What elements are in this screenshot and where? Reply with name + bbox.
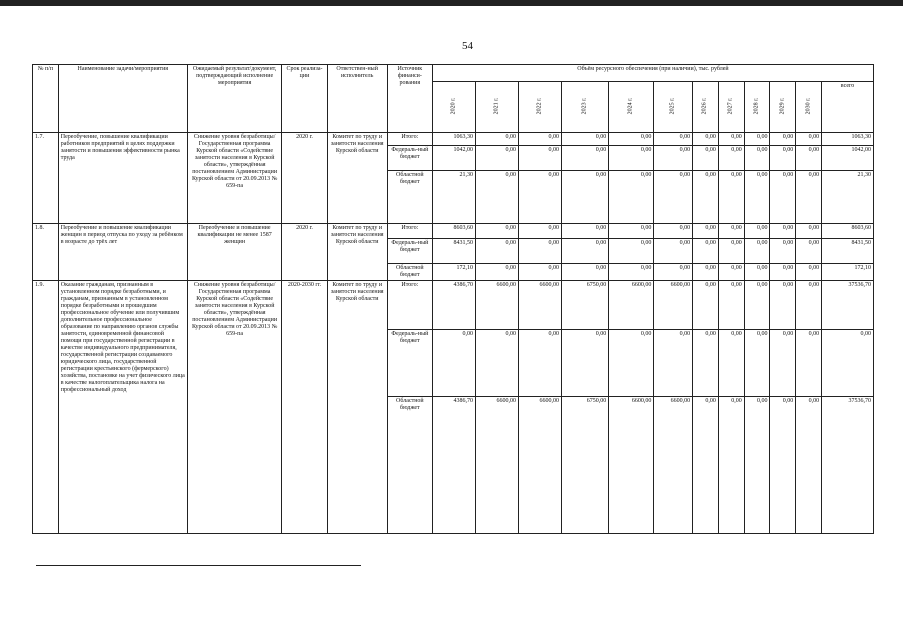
value-cell: 0,00 xyxy=(770,330,796,397)
header-year: 2026 г. xyxy=(693,82,719,133)
header-task: Наименование задачи/мероприятия xyxy=(58,65,187,133)
row-result: Снижение уровня безработицы/Государственная программа Курской области «Содействие занятости населения в Курской области», утверждённая постановлением Администрации Курской области от 20.09.2013 № 659-па xyxy=(187,133,282,224)
source-name: Федераль-ный бюджет xyxy=(387,146,432,171)
value-cell: 0,00 xyxy=(693,133,719,146)
value-cell: 0,00 xyxy=(609,330,654,397)
header-year: 2029 г. xyxy=(770,82,796,133)
total-cell: 1063,30 xyxy=(822,133,874,146)
header-year: 2030 г. xyxy=(796,82,822,133)
value-cell: 0,00 xyxy=(693,281,719,330)
header-year: 2028 г. xyxy=(744,82,770,133)
value-cell: 6600,00 xyxy=(518,397,561,534)
value-cell: 0,00 xyxy=(718,171,744,224)
value-cell: 0,00 xyxy=(693,397,719,534)
row-result: Переобучение и повышение квалификации не менее 1587 женщин xyxy=(187,224,282,281)
value-cell: 0,00 xyxy=(796,397,822,534)
source-name: Областной бюджет xyxy=(387,397,432,534)
value-cell: 6600,00 xyxy=(518,281,561,330)
value-cell: 0,00 xyxy=(744,397,770,534)
value-cell: 4386,70 xyxy=(432,397,475,534)
value-cell: 0,00 xyxy=(654,330,693,397)
source-name: Федераль-ный бюджет xyxy=(387,330,432,397)
row-num: 1.7. xyxy=(33,133,59,224)
total-cell: 8603,60 xyxy=(822,224,874,239)
total-cell: 1042,00 xyxy=(822,146,874,171)
header-num: № п/п xyxy=(33,65,59,133)
header-executor: Ответствен-ный исполнитель xyxy=(327,65,387,133)
row-num: 1.9. xyxy=(33,281,59,534)
value-cell: 0,00 xyxy=(796,171,822,224)
value-cell: 6600,00 xyxy=(475,281,518,330)
value-cell: 0,00 xyxy=(561,146,608,171)
resource-table xyxy=(32,64,874,534)
value-cell: 0,00 xyxy=(693,239,719,264)
value-cell: 0,00 xyxy=(475,171,518,224)
value-cell: 0,00 xyxy=(609,239,654,264)
value-cell: 0,00 xyxy=(796,146,822,171)
value-cell: 0,00 xyxy=(693,171,719,224)
value-cell: 0,00 xyxy=(744,146,770,171)
value-cell: 0,00 xyxy=(770,133,796,146)
value-cell: 0,00 xyxy=(770,146,796,171)
value-cell: 0,00 xyxy=(718,264,744,281)
value-cell: 0,00 xyxy=(770,239,796,264)
source-name: Федераль-ный бюджет xyxy=(387,239,432,264)
value-cell: 0,00 xyxy=(609,171,654,224)
value-cell: 6600,00 xyxy=(609,281,654,330)
row-result: Снижение уровня безработицы/Государственная программа Курской области «Содействие занятости населения в Курской области», утверждённая постановлением Администрации Курской области от 20.09.2013 № 659-па xyxy=(187,281,282,534)
table-row xyxy=(33,281,874,330)
row-num: 1.8. xyxy=(33,224,59,281)
row-task: Переобучение и повышение квалификации женщин в период отпуска по уходу за ребёнком в возрасте до трёх лет xyxy=(58,224,187,281)
header-year: 2022 г. xyxy=(518,82,561,133)
row-executor: Комитет по труду и занятости населения Курской области xyxy=(327,224,387,281)
value-cell: 0,00 xyxy=(654,133,693,146)
total-cell: 21,30 xyxy=(822,171,874,224)
value-cell: 0,00 xyxy=(796,264,822,281)
header-year: 2027 г. xyxy=(718,82,744,133)
value-cell: 0,00 xyxy=(654,171,693,224)
source-name: Итого: xyxy=(387,281,432,330)
header-year: 2025 г. xyxy=(654,82,693,133)
value-cell: 0,00 xyxy=(518,133,561,146)
value-cell: 0,00 xyxy=(561,133,608,146)
value-cell: 0,00 xyxy=(475,239,518,264)
table-row xyxy=(33,224,874,239)
row-task: Переобучение, повышение квалификации работников предприятий в целях поддержки занятости и повышения эффективности рынка труда xyxy=(58,133,187,224)
value-cell: 0,00 xyxy=(475,146,518,171)
value-cell: 0,00 xyxy=(609,264,654,281)
page-number: 54 xyxy=(462,40,473,52)
value-cell: 0,00 xyxy=(796,224,822,239)
value-cell: 0,00 xyxy=(561,239,608,264)
header-year: 2020 г. xyxy=(432,82,475,133)
value-cell: 0,00 xyxy=(609,133,654,146)
value-cell: 172,10 xyxy=(432,264,475,281)
value-cell: 0,00 xyxy=(744,133,770,146)
value-cell: 0,00 xyxy=(518,146,561,171)
value-cell: 0,00 xyxy=(654,224,693,239)
value-cell: 0,00 xyxy=(475,264,518,281)
row-term: 2020 г. xyxy=(282,133,327,224)
value-cell: 0,00 xyxy=(475,330,518,397)
value-cell: 1063,30 xyxy=(432,133,475,146)
value-cell: 0,00 xyxy=(693,264,719,281)
total-cell: 8431,50 xyxy=(822,239,874,264)
value-cell: 0,00 xyxy=(770,281,796,330)
value-cell: 0,00 xyxy=(718,224,744,239)
value-cell: 0,00 xyxy=(796,330,822,397)
value-cell: 0,00 xyxy=(744,239,770,264)
value-cell: 6600,00 xyxy=(609,397,654,534)
header-year: 2021 г. xyxy=(475,82,518,133)
row-task: Оказание гражданам, признанным в установленном порядке безработными, и гражданам, признанным в установленном порядке безработными и прошедшим профессиональное обучение или получившим дополнительное профессиональное образование по направлению органов службы занятости, единовременной финансовой помощи при государственной регистрации в качестве индивидуального предпринимателя, государственной регистрации создаваемого юридического лица, государственной регистрации крестьянского (фермерского) хозяйства, постановке на учет физического лица в качестве налогоплательщика налога на профессиональный доход xyxy=(58,281,187,534)
value-cell: 0,00 xyxy=(693,224,719,239)
value-cell: 0,00 xyxy=(609,146,654,171)
value-cell: 0,00 xyxy=(718,281,744,330)
value-cell: 0,00 xyxy=(432,330,475,397)
value-cell: 0,00 xyxy=(475,224,518,239)
value-cell: 0,00 xyxy=(561,264,608,281)
value-cell: 21,30 xyxy=(432,171,475,224)
value-cell: 1042,00 xyxy=(432,146,475,171)
value-cell: 0,00 xyxy=(561,171,608,224)
source-name: Итого: xyxy=(387,133,432,146)
value-cell: 0,00 xyxy=(654,264,693,281)
value-cell: 0,00 xyxy=(744,281,770,330)
value-cell: 0,00 xyxy=(475,133,518,146)
value-cell: 0,00 xyxy=(718,239,744,264)
total-cell: 37536,70 xyxy=(822,397,874,534)
source-name: Областной бюджет xyxy=(387,264,432,281)
value-cell: 0,00 xyxy=(518,171,561,224)
value-cell: 0,00 xyxy=(609,224,654,239)
value-cell: 6600,00 xyxy=(654,281,693,330)
source-name: Итого: xyxy=(387,224,432,239)
value-cell: 0,00 xyxy=(693,330,719,397)
value-cell: 0,00 xyxy=(770,224,796,239)
row-term: 2020-2030 гг. xyxy=(282,281,327,534)
header-term: Срок реализа-ции xyxy=(282,65,327,133)
value-cell: 0,00 xyxy=(518,264,561,281)
value-cell: 6750,00 xyxy=(561,397,608,534)
value-cell: 0,00 xyxy=(770,397,796,534)
value-cell: 0,00 xyxy=(770,264,796,281)
value-cell: 0,00 xyxy=(654,239,693,264)
value-cell: 0,00 xyxy=(561,330,608,397)
value-cell: 0,00 xyxy=(518,330,561,397)
footnote-separator xyxy=(36,565,361,566)
table-row xyxy=(33,133,874,146)
row-executor: Комитет по труду и занятости населения Курской области xyxy=(327,281,387,534)
value-cell: 0,00 xyxy=(796,133,822,146)
value-cell: 0,00 xyxy=(796,239,822,264)
header-volume: Объём ресурсного обеспечения (при наличии), тыс. рублей xyxy=(432,65,873,82)
header-total: всего xyxy=(822,82,874,133)
value-cell: 0,00 xyxy=(744,171,770,224)
header-source: Источник финанси-рования xyxy=(387,65,432,133)
value-cell: 0,00 xyxy=(744,224,770,239)
value-cell: 6600,00 xyxy=(475,397,518,534)
value-cell: 0,00 xyxy=(718,146,744,171)
value-cell: 0,00 xyxy=(518,239,561,264)
value-cell: 8431,50 xyxy=(432,239,475,264)
total-cell: 0,00 xyxy=(822,330,874,397)
value-cell: 8603,60 xyxy=(432,224,475,239)
value-cell: 0,00 xyxy=(796,281,822,330)
total-cell: 37536,70 xyxy=(822,281,874,330)
value-cell: 6600,00 xyxy=(654,397,693,534)
value-cell: 0,00 xyxy=(654,146,693,171)
header-year: 2024 г. xyxy=(609,82,654,133)
value-cell: 6750,00 xyxy=(561,281,608,330)
value-cell: 0,00 xyxy=(561,224,608,239)
value-cell: 0,00 xyxy=(718,133,744,146)
value-cell: 0,00 xyxy=(518,224,561,239)
scan-edge xyxy=(0,0,903,6)
value-cell: 0,00 xyxy=(693,146,719,171)
source-name: Областной бюджет xyxy=(387,171,432,224)
header-year: 2023 г. xyxy=(561,82,608,133)
row-term: 2020 г. xyxy=(282,224,327,281)
value-cell: 0,00 xyxy=(770,171,796,224)
row-executor: Комитет по труду и занятости населения Курской области xyxy=(327,133,387,224)
value-cell: 0,00 xyxy=(744,264,770,281)
value-cell: 0,00 xyxy=(744,330,770,397)
header-result: Ожидаемый результат/документ, подтверждающий исполнение мероприятия xyxy=(187,65,282,133)
total-cell: 172,10 xyxy=(822,264,874,281)
value-cell: 0,00 xyxy=(718,397,744,534)
value-cell: 4386,70 xyxy=(432,281,475,330)
value-cell: 0,00 xyxy=(718,330,744,397)
